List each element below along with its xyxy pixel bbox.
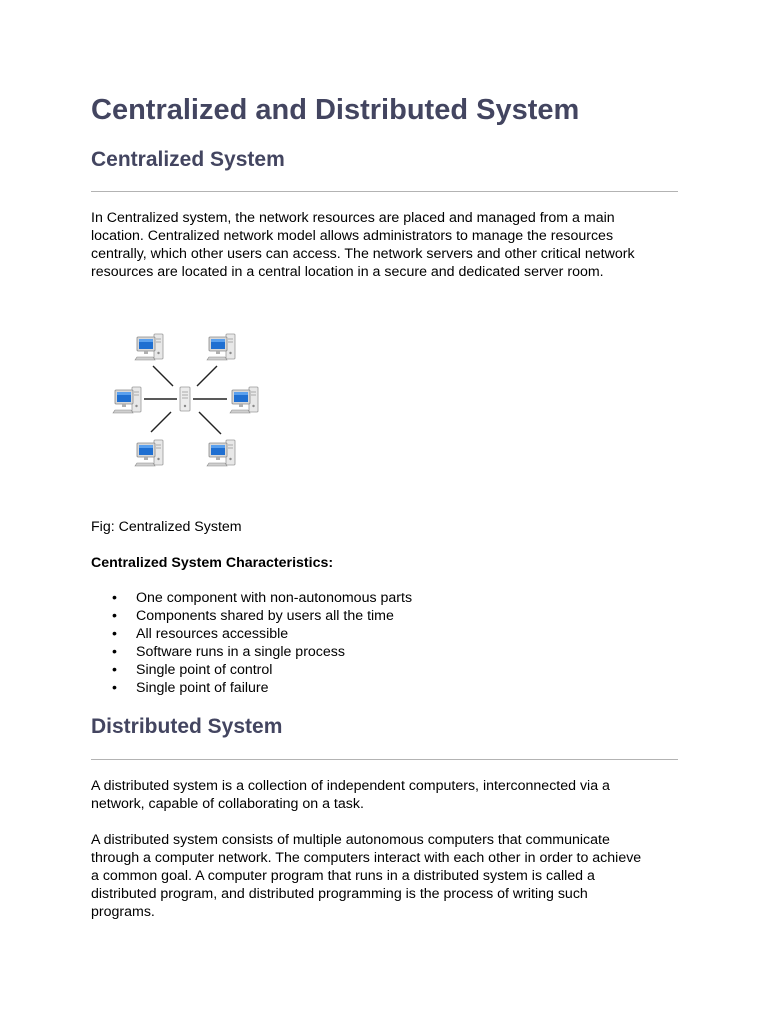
paragraph-line: a common goal. A computer program that runs in a distributed system is called a [91,868,595,884]
distributed-paragraph-2 [91,831,681,921]
intro-line: resources are located in a central location in a secure and dedicated server room. [91,264,604,280]
section-heading-distributed: Distributed System [91,715,283,738]
section-divider [91,191,678,192]
bullet-icon: • [112,608,117,624]
computer-workstation-icon [135,334,163,360]
section-heading-centralized: Centralized System [91,148,285,171]
computer-workstation-icon [207,440,235,466]
computer-workstation-icon [113,387,141,413]
list-item: • Single point of control [112,662,273,678]
characteristics-heading: Centralized System Characteristics: [91,555,334,571]
centralized-intro-paragraph [91,209,681,281]
computer-workstation-icon [207,334,235,360]
bullet-icon: • [112,590,117,606]
server-tower-icon [180,387,190,411]
characteristics-list [91,589,412,697]
distributed-paragraph-1 [91,777,681,813]
list-item: • Software runs in a single process [112,644,345,660]
intro-line: centrally, which other users can access. The network servers and other critical network [91,246,635,262]
link-top-left [153,366,173,386]
link-top-right [197,366,217,386]
paragraph-line: through a computer network. The computers interact with each other in order to achieve [91,850,642,866]
paragraph-line: programs. [91,904,155,920]
computer-workstation-icon [230,387,258,413]
figure-caption: Fig: Centralized System [91,519,242,535]
centralized-network-diagram [111,330,263,470]
list-item: • Components shared by users all the time [112,608,394,624]
link-bottom-right [199,412,221,434]
paragraph-line: distributed program, and distributed programming is the process of writing such [91,886,588,902]
bullet-icon: • [112,644,117,660]
bullet-icon: • [112,680,117,696]
section-divider [91,759,678,760]
paragraph-line: network, capable of collaborating on a task. [91,796,364,812]
list-item: • Single point of failure [112,680,269,696]
list-item: • All resources accessible [112,626,289,642]
computer-workstation-icon [135,440,163,466]
page-title: Centralized and Distributed System [91,94,580,126]
paragraph-line: A distributed system consists of multiple autonomous computers that communicate [91,832,610,848]
link-bottom-left [151,412,171,432]
intro-line: location. Centralized network model allows administrators to manage the resources [91,228,614,244]
intro-line: In Centralized system, the network resources are placed and managed from a main [91,210,615,226]
bullet-icon: • [112,662,117,678]
bullet-icon: • [112,626,117,642]
list-item: • One component with non-autonomous parts [112,590,413,606]
paragraph-line: A distributed system is a collection of independent computers, interconnected via a [91,778,610,794]
